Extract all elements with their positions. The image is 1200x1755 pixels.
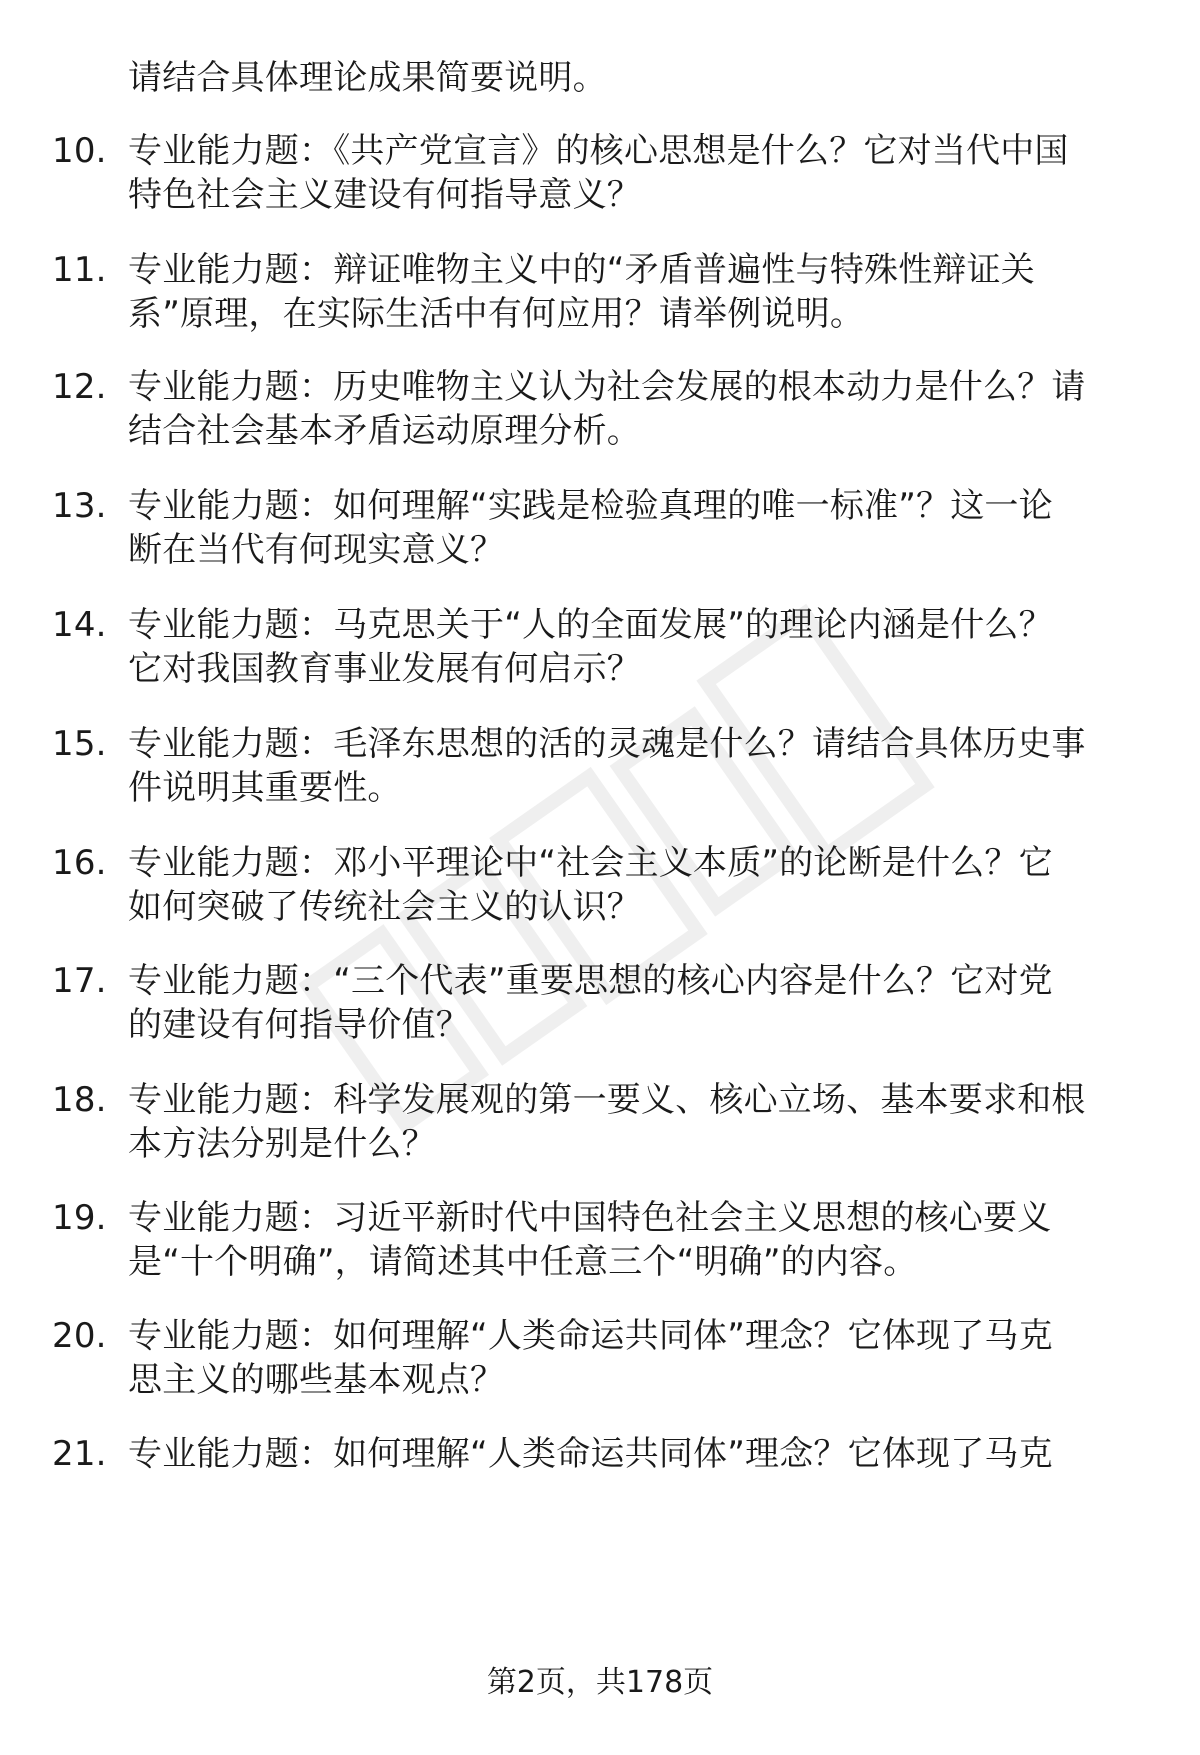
question-text: 专业能力题：“三个代表”重要思想的核心内容是什么？它对党 xyxy=(128,961,1053,1001)
question-number: 20. xyxy=(52,1316,107,1356)
question-number: 17. xyxy=(52,961,107,1001)
question-text: 专业能力题：科学发展观的第一要义、核心立场、基本要求和根 xyxy=(128,1080,1086,1120)
question-number: 15. xyxy=(52,724,107,764)
question-text: 专业能力题：邓小平理论中“社会主义本质”的论断是什么？它 xyxy=(128,843,1053,883)
question-text: 断在当代有何现实意义？ xyxy=(128,530,505,570)
question-text: 专业能力题：马克思关于“人的全面发展”的理论内涵是什么？ xyxy=(128,605,1053,645)
page-footer: 第2页，共178页 xyxy=(486,1665,714,1700)
question-number: 13. xyxy=(52,486,107,526)
question-text: 如何突破了传统社会主义的认识？ xyxy=(128,887,641,927)
question-text: 是“十个明确”，请简述其中任意三个“明确”的内容。 xyxy=(128,1242,918,1282)
question-number: 10. xyxy=(52,131,107,171)
question-number: 16. xyxy=(52,843,107,883)
question-text: 专业能力题：《共产党宣言》的核心思想是什么？它对当代中国 xyxy=(128,131,1069,171)
question-text: 件说明其重要性。 xyxy=(128,768,402,808)
question-text: 它对我国教育事业发展有何启示？ xyxy=(128,649,641,689)
continuation-text: 请结合具体理论成果简要说明。 xyxy=(128,58,607,98)
question-number: 11. xyxy=(52,250,107,290)
question-text: 专业能力题：如何理解“实践是检验真理的唯一标准”？这一论 xyxy=(128,486,1053,526)
question-number: 18. xyxy=(52,1080,107,1120)
question-text: 专业能力题：如何理解“人类命运共同体”理念？它体现了马克 xyxy=(128,1434,1053,1474)
question-text: 专业能力题：辩证唯物主义中的“矛盾普遍性与特殊性辩证关 xyxy=(128,250,1036,290)
question-text: 专业能力题：毛泽东思想的活的灵魂是什么？请结合具体历史事 xyxy=(128,724,1086,764)
question-number: 14. xyxy=(52,605,107,645)
question-text: 结合社会基本矛盾运动原理分析。 xyxy=(128,411,641,451)
question-text: 系”原理，在实际生活中有何应用？请举例说明。 xyxy=(128,294,865,334)
question-text: 专业能力题：习近平新时代中国特色社会主义思想的核心要义 xyxy=(128,1198,1052,1238)
question-text: 专业能力题：如何理解“人类命运共同体”理念？它体现了马克 xyxy=(128,1316,1053,1356)
question-text: 的建设有何指导价值？ xyxy=(128,1005,470,1045)
question-text: 本方法分别是什么？ xyxy=(128,1124,436,1164)
question-text: 专业能力题：历史唯物主义认为社会发展的根本动力是什么？请 xyxy=(128,367,1086,407)
question-number: 12. xyxy=(52,367,107,407)
question-text: 思主义的哪些基本观点？ xyxy=(128,1360,505,1400)
question-number: 21. xyxy=(52,1434,107,1474)
question-text: 特色社会主义建设有何指导意义？ xyxy=(128,175,641,215)
question-number: 19. xyxy=(52,1198,107,1238)
